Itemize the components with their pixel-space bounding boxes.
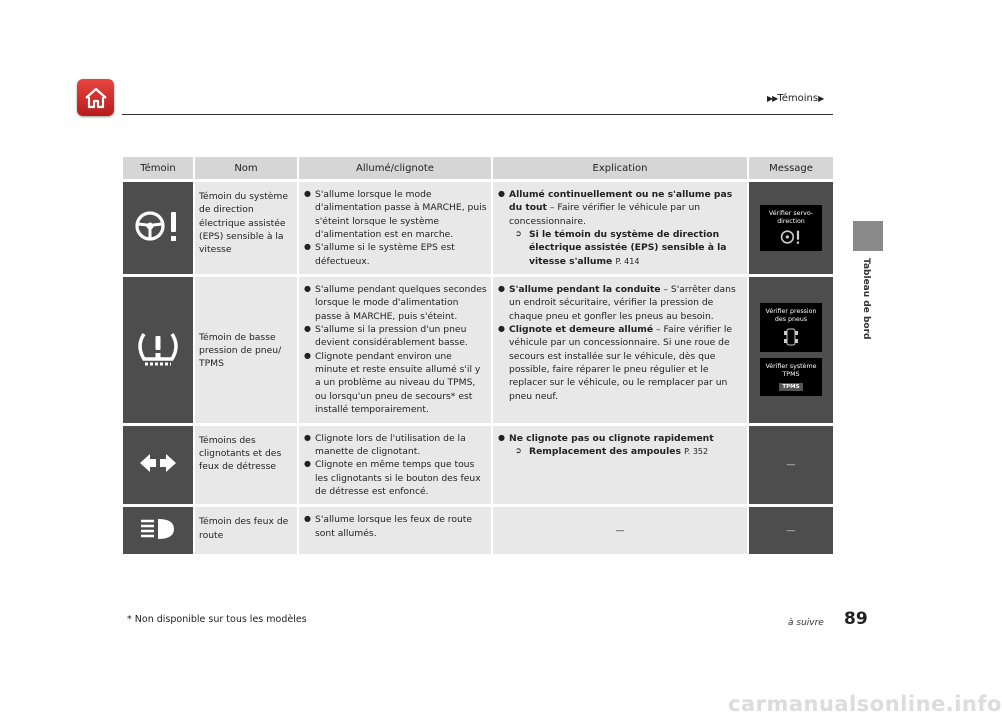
home-icon: [83, 86, 109, 110]
page-number: 89: [844, 609, 868, 629]
eps-icon-cell: [123, 179, 195, 274]
turn-signal-icon-cell: [123, 423, 195, 505]
table-row: [123, 179, 833, 274]
message-cell: —: [749, 504, 833, 554]
eps-warning-icon: [778, 228, 804, 246]
breadcrumb-label[interactable]: Témoins: [777, 93, 819, 104]
list-item: ● Clignote lors de l'utilisation de la manette de clignotant.: [303, 432, 487, 459]
home-button[interactable]: [77, 79, 114, 116]
row-explanation: [493, 274, 749, 422]
continue-label: à suivre: [788, 618, 824, 628]
col-header-temoin: Témoin: [123, 157, 195, 179]
message-cell: [749, 274, 833, 422]
row-explanation: [493, 179, 749, 274]
eps-warning-icon: [132, 206, 184, 246]
page-reference-link[interactable]: ➲ Si le témoin du système de direction électrique assistée (EPS) sensible à la vitesse s'allume P. 414: [515, 229, 727, 267]
col-header-nom: Nom: [195, 157, 299, 179]
list-item: ● Clignote pendant environ une minute et reste ensuite allumé s'il y a un problème au niveau du TPMS, ou lorsqu'un pneu de secours* est installé temporairement.: [303, 350, 487, 417]
watermark: carmanualsonline.info: [728, 692, 1002, 716]
car-tires-icon: [783, 327, 799, 347]
footnote: * Non disponible sur tous les modèles: [127, 614, 307, 625]
message-display: Vérifier système TPMS TPMS: [760, 358, 822, 397]
row-name: Témoin des feux de route: [195, 504, 299, 554]
list-item: ● S'allume si la pression d'un pneu devient considérablement basse.: [303, 323, 487, 350]
list-item: ● S'allume lorsque les feux de route sont allumés.: [303, 513, 487, 540]
list-item: ● Ne clignote pas ou clignote rapidement: [497, 432, 743, 445]
list-item: ● Clignote en même temps que tous les clignotants si le bouton des feux de détresse est enfoncé.: [303, 458, 487, 498]
indicator-table: [123, 157, 833, 554]
table-row: [123, 504, 833, 554]
reference-icon: ➲: [515, 445, 522, 455]
message-display: Vérifier servo-direction: [760, 205, 822, 252]
high-beam-icon: [138, 516, 178, 542]
row-explanation: [493, 423, 749, 505]
row-on-blink: [299, 179, 493, 274]
list-item: ● S'allume si le système EPS est défectueux.: [303, 241, 487, 268]
tpms-badge: TPMS: [779, 383, 802, 392]
row-on-blink: [299, 274, 493, 422]
list-item: ● Allumé continuellement ou ne s'allume pas du tout – Faire vérifier le véhicule par un concessionnaire.: [497, 188, 743, 228]
message-display: Vérifier pression des pneus: [760, 303, 822, 352]
breadcrumb: ▶▶Témoins▶: [767, 93, 824, 104]
high-beam-icon-cell: [123, 504, 195, 554]
header-rule: [122, 114, 833, 115]
message-cell: [749, 179, 833, 274]
reference-icon: ➲: [515, 229, 522, 239]
list-item: ● S'allume pendant quelques secondes lorsque le mode d'alimentation passe à MARCHE, puis s'éteint.: [303, 283, 487, 323]
list-item: ● S'allume pendant la conduite – S'arrêter dans un endroit sécuritaire, vérifier la pression de chaque pneu et gonfler les pneus au besoin.: [497, 283, 743, 323]
row-on-blink: [299, 423, 493, 505]
row-explanation: —: [493, 504, 749, 554]
table-header-row: [123, 157, 833, 179]
side-tab-marker: [853, 221, 883, 251]
col-header-allume: Allumé/clignote: [299, 157, 493, 179]
tpms-icon: [134, 326, 182, 370]
side-tab-label: Tableau de bord: [861, 258, 871, 340]
col-header-message: Message: [749, 157, 833, 179]
message-cell: —: [749, 423, 833, 505]
table-row: [123, 423, 833, 505]
row-on-blink: [299, 504, 493, 554]
list-item: ● Clignote et demeure allumé – Faire vérifier le véhicule par un concessionnaire. Si une roue de secours est installée sur le véhicule, dès que possible, faire réparer le pneu régulier et le replacer sur le véhicule, ou le remplacer par un pneu neuf.: [497, 323, 743, 403]
tpms-icon-cell: [123, 274, 195, 422]
page-reference-link[interactable]: ➲ Remplacement des ampoules P. 352: [515, 445, 709, 457]
col-header-explication: Explication: [493, 157, 749, 179]
table-row: [123, 274, 833, 422]
list-item: ● S'allume lorsque le mode d'alimentation passe à MARCHE, puis s'éteint lorsque le système d'alimentation est en marche.: [303, 188, 487, 241]
row-name: Témoin de basse pression de pneu/ TPMS: [195, 274, 299, 422]
row-name: Témoin du système de direction électrique assistée (EPS) sensible à la vitesse: [195, 179, 299, 274]
row-name: Témoins des clignotants et des feux de détresse: [195, 423, 299, 505]
turn-signal-icon: [138, 452, 178, 474]
